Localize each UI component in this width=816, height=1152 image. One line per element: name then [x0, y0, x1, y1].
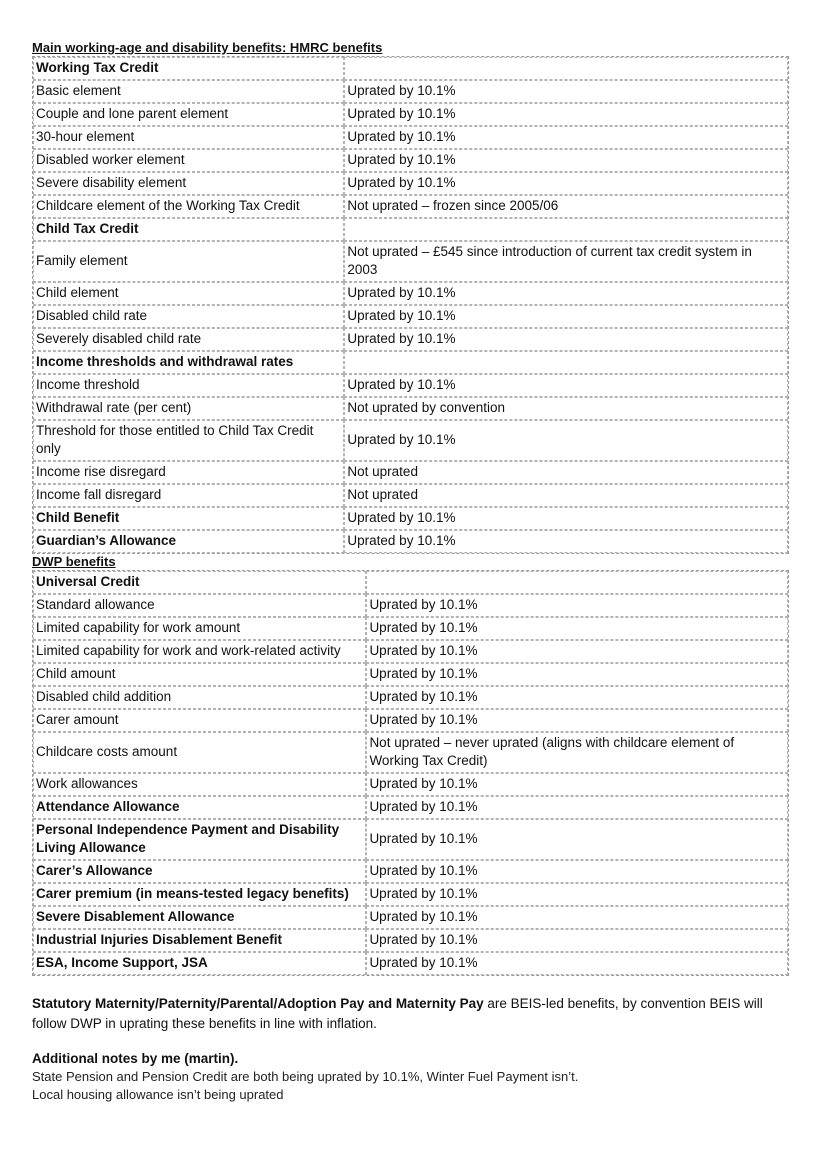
table-row [33, 860, 788, 883]
table-row [33, 218, 788, 241]
value-cell: Uprated by 10.1% [366, 617, 788, 640]
value-cell: Uprated by 10.1% [366, 906, 788, 929]
value-cell [366, 571, 788, 594]
label-cell: Couple and lone parent element [33, 103, 344, 126]
label-cell: Family element [33, 241, 344, 282]
value-cell: Not uprated – never uprated (aligns with childcare element of Working Tax Credit) [366, 732, 788, 773]
value-cell: Uprated by 10.1% [344, 305, 788, 328]
note-line: State Pension and Pension Credit are both being uprated by 10.1%, Winter Fuel Payment isn’t. [32, 1069, 579, 1084]
table-row [33, 420, 788, 461]
table-row [33, 461, 788, 484]
section-label-cell: Child Tax Credit [33, 218, 344, 241]
label-cell: Standard allowance [33, 594, 366, 617]
table-row [33, 732, 788, 773]
label-cell: Income threshold [33, 374, 344, 397]
table-row [33, 594, 788, 617]
section-label-cell: Severe Disablement Allowance [33, 906, 366, 929]
table-row [33, 883, 788, 906]
value-cell: Uprated by 10.1% [366, 883, 788, 906]
table-row [33, 640, 788, 663]
value-cell: Uprated by 10.1% [366, 952, 788, 975]
table-row [33, 663, 788, 686]
table-row [33, 929, 788, 952]
table-row [33, 126, 788, 149]
label-cell: Child element [33, 282, 344, 305]
table-row [33, 709, 788, 732]
value-cell: Not uprated [344, 484, 788, 507]
table-row [33, 686, 788, 709]
statutory-pay-paragraph [32, 994, 790, 1034]
value-cell: Uprated by 10.1% [344, 328, 788, 351]
label-cell: Disabled child addition [33, 686, 366, 709]
section-label-cell: Child Benefit [33, 507, 344, 530]
value-cell: Uprated by 10.1% [366, 640, 788, 663]
section-label-cell: Industrial Injuries Disablement Benefit [33, 929, 366, 952]
section-label-cell: Personal Independence Payment and Disability Living Allowance [33, 819, 366, 860]
table-row [33, 530, 788, 553]
section-label-cell: Attendance Allowance [33, 796, 366, 819]
value-cell: Uprated by 10.1% [366, 796, 788, 819]
value-cell: Uprated by 10.1% [344, 172, 788, 195]
table-row [33, 374, 788, 397]
table-row [33, 484, 788, 507]
value-cell: Uprated by 10.1% [344, 149, 788, 172]
value-cell: Uprated by 10.1% [344, 530, 788, 553]
table-row [33, 241, 788, 282]
label-cell: Child amount [33, 663, 366, 686]
hmrc-section-title [32, 40, 790, 56]
document-page [32, 40, 790, 1104]
value-cell: Not uprated – frozen since 2005/06 [344, 195, 788, 218]
section-label-cell: Income thresholds and withdrawal rates [33, 351, 344, 374]
table-row [33, 351, 788, 374]
dwp-section-title: DWP benefits [32, 554, 116, 569]
label-cell: Severe disability element [33, 172, 344, 195]
value-cell: Uprated by 10.1% [366, 663, 788, 686]
hmrc-title-separator: : [281, 40, 290, 55]
label-cell: Childcare element of the Working Tax Credit [33, 195, 344, 218]
table-row [33, 397, 788, 420]
label-cell: Work allowances [33, 773, 366, 796]
value-cell: Uprated by 10.1% [344, 420, 788, 461]
hmrc-title-part1: Main working-age and disability benefits [32, 40, 282, 55]
table-row [33, 149, 788, 172]
value-cell: Uprated by 10.1% [344, 374, 788, 397]
label-cell: Income fall disregard [33, 484, 344, 507]
value-cell: Uprated by 10.1% [344, 282, 788, 305]
table-row [33, 172, 788, 195]
value-cell: Uprated by 10.1% [366, 819, 788, 860]
value-cell: Uprated by 10.1% [344, 103, 788, 126]
value-cell: Uprated by 10.1% [366, 860, 788, 883]
value-cell: Uprated by 10.1% [344, 80, 788, 103]
statutory-pay-text: are BEIS-led benefits, by convention BEIS will follow DWP in uprating these benefits in line with inflation. [32, 996, 763, 1031]
table-row [33, 819, 788, 860]
label-cell: Carer amount [33, 709, 366, 732]
table-row [33, 952, 788, 975]
dwp-benefits-table [32, 570, 789, 976]
note-line: Local housing allowance isn’t being uprated [32, 1087, 284, 1102]
section-label-cell: Carer’s Allowance [33, 860, 366, 883]
table-row [33, 571, 788, 594]
section-label-cell: ESA, Income Support, JSA [33, 952, 366, 975]
section-label-cell: Guardian’s Allowance [33, 530, 344, 553]
value-cell: Uprated by 10.1% [344, 507, 788, 530]
table-row [33, 305, 788, 328]
value-cell: Uprated by 10.1% [366, 773, 788, 796]
table-row [33, 617, 788, 640]
table-row [33, 195, 788, 218]
statutory-pay-bold: Statutory Maternity/Paternity/Parental/Adoption Pay and Maternity Pay [32, 996, 484, 1011]
value-cell: Not uprated [344, 461, 788, 484]
table-row [33, 80, 788, 103]
table-row [33, 507, 788, 530]
value-cell: Uprated by 10.1% [366, 709, 788, 732]
label-cell: Severely disabled child rate [33, 328, 344, 351]
label-cell: Childcare costs amount [33, 732, 366, 773]
label-cell: Withdrawal rate (per cent) [33, 397, 344, 420]
value-cell: Uprated by 10.1% [344, 126, 788, 149]
hmrc-benefits-table [32, 56, 789, 554]
label-cell: 30-hour element [33, 126, 344, 149]
value-cell: Uprated by 10.1% [366, 929, 788, 952]
value-cell [344, 218, 788, 241]
label-cell: Limited capability for work amount [33, 617, 366, 640]
table-row [33, 328, 788, 351]
label-cell: Disabled child rate [33, 305, 344, 328]
additional-notes-heading: Additional notes by me (martin). [32, 1051, 239, 1066]
table-row [33, 906, 788, 929]
table-row [33, 57, 788, 80]
label-cell: Income rise disregard [33, 461, 344, 484]
label-cell: Limited capability for work and work-related activity [33, 640, 366, 663]
value-cell: Uprated by 10.1% [366, 594, 788, 617]
value-cell [344, 351, 788, 374]
value-cell: Not uprated – £545 since introduction of current tax credit system in 2003 [344, 241, 788, 282]
table-row [33, 282, 788, 305]
value-cell [344, 57, 788, 80]
label-cell: Disabled worker element [33, 149, 344, 172]
table-row [33, 796, 788, 819]
value-cell: Uprated by 10.1% [366, 686, 788, 709]
section-label-cell: Working Tax Credit [33, 57, 344, 80]
table-row [33, 103, 788, 126]
label-cell: Basic element [33, 80, 344, 103]
label-cell: Threshold for those entitled to Child Tax Credit only [33, 420, 344, 461]
value-cell: Not uprated by convention [344, 397, 788, 420]
hmrc-title-part2: HMRC benefits [289, 40, 383, 55]
section-label-cell: Universal Credit [33, 571, 366, 594]
section-label-cell: Carer premium (in means-tested legacy benefits) [33, 883, 366, 906]
table-row [33, 773, 788, 796]
